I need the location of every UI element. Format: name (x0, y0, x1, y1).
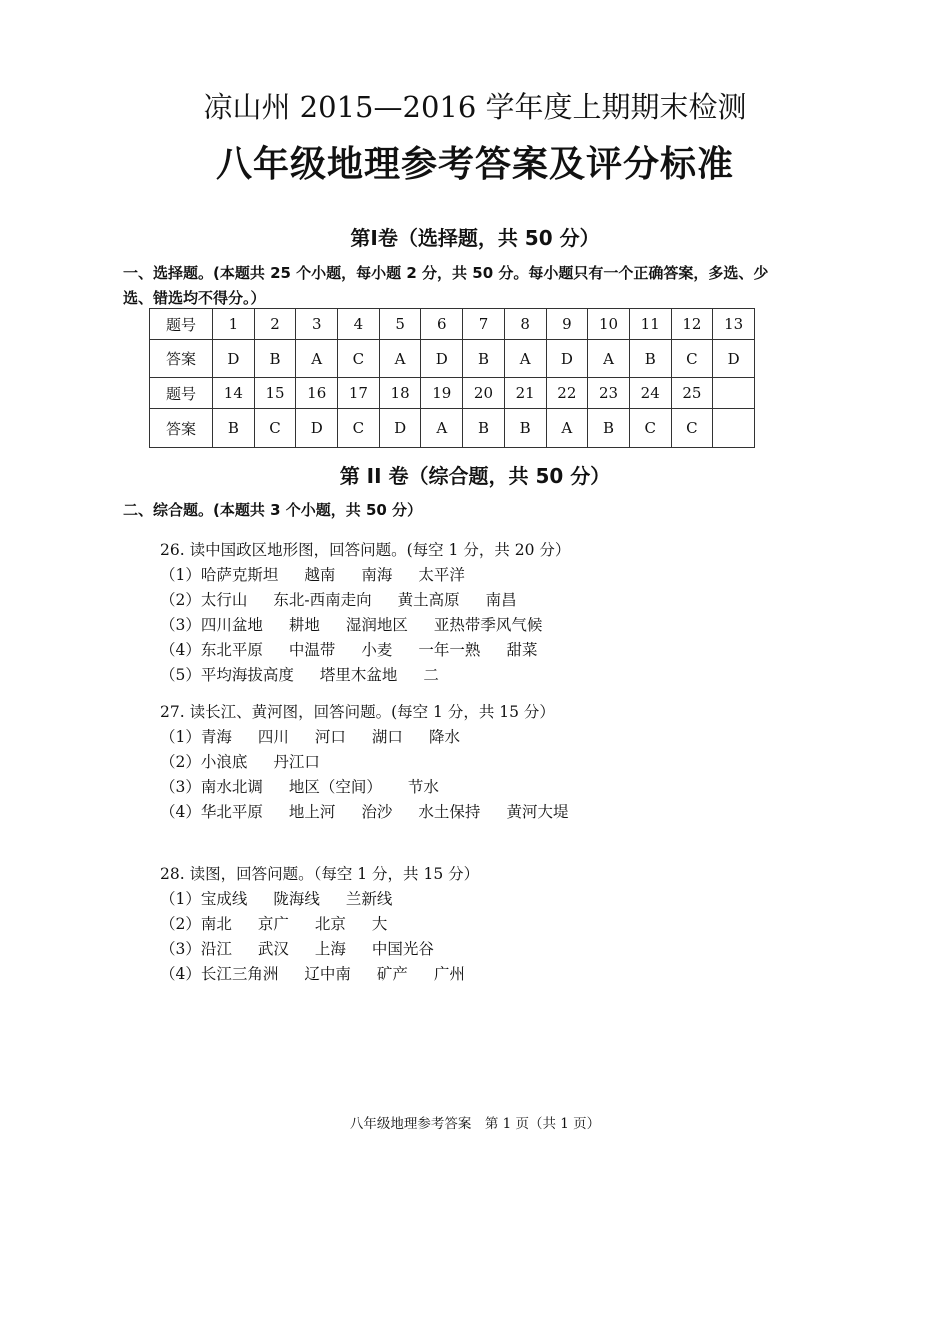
question-title: 26. 读中国政区地形图，回答问题。(每空 1 分，共 20 分） (160, 541, 571, 559)
table-cell: D (213, 340, 255, 378)
table-cell: D (421, 340, 463, 378)
table-cell: C (338, 340, 380, 378)
answer-item: 黄河大堤 (506, 803, 569, 821)
answer-item: 南水北调 (200, 778, 263, 796)
table-cell: 9 (546, 309, 588, 340)
answer-item: 一年一熟 (418, 641, 481, 659)
table-cell: 11 (629, 309, 671, 340)
answer-line-number: （1） (160, 566, 201, 584)
table-cell: D (296, 409, 338, 448)
answer-line (160, 725, 486, 747)
document-title-line1: 凉山州 2015—2016 学年度上期期末检测 (203, 90, 747, 124)
answer-item: 太平洋 (418, 566, 465, 584)
question-title: 28. 读图，回答问题。（每空 1 分，共 15 分） (160, 865, 480, 883)
table-cell: 20 (463, 378, 505, 409)
answer-line (160, 638, 563, 660)
table-cell: 1 (213, 309, 255, 340)
answer-item: 长江三角洲 (200, 965, 279, 983)
answer-line-number: （4） (160, 965, 201, 983)
row-label-answer: 答案 (150, 409, 213, 448)
answer-item: 塔里木盆地 (319, 666, 398, 684)
table-cell: 7 (463, 309, 505, 340)
table-cell: 21 (504, 378, 546, 409)
answer-item: 北京 (314, 915, 346, 933)
answer-item: 亚热带季风气候 (433, 616, 543, 634)
table-cell: B (463, 340, 505, 378)
answer-item: 青海 (200, 728, 232, 746)
document-title-line2: 八年级地理参考答案及评分标准 (215, 144, 734, 185)
table-cell: B (588, 409, 630, 448)
table-cell: 22 (546, 378, 588, 409)
answer-item: 平均海拔高度 (200, 666, 294, 684)
answer-item: 治沙 (361, 803, 393, 821)
table-cell: 14 (213, 378, 255, 409)
table-cell: D (713, 340, 755, 378)
table-cell: B (629, 340, 671, 378)
table-cell: A (504, 340, 546, 378)
answer-item: 华北平原 (200, 803, 263, 821)
table-cell: A (546, 409, 588, 448)
answer-line-number: （1） (160, 890, 201, 908)
table-cell: 15 (254, 378, 296, 409)
answer-item: 节水 (407, 778, 439, 796)
answer-item: 南海 (361, 566, 393, 584)
row-label-question: 题号 (150, 378, 213, 409)
table-cell: 3 (296, 309, 338, 340)
row-label-question: 题号 (150, 309, 213, 340)
answer-line (160, 800, 594, 822)
answer-line (160, 912, 413, 934)
answer-item: 小浪底 (200, 753, 248, 771)
table-cell: D (379, 409, 421, 448)
answer-line-number: （3） (160, 940, 201, 958)
part1-instruction-line2: 选、错选均不得分。） (123, 289, 266, 307)
question-title: 27. 读长江、黄河图，回答问题。(每空 1 分，共 15 分） (160, 703, 555, 721)
row-label-answer: 答案 (150, 340, 213, 378)
table-cell: C (254, 409, 296, 448)
answer-line-number: （3） (160, 616, 201, 634)
answer-item: 辽中南 (304, 965, 351, 983)
part2-heading: 第 II 卷（综合题，共 50 分） (339, 464, 611, 488)
answer-item: 四川 (257, 728, 289, 746)
answer-item: 大 (371, 915, 388, 933)
answer-line-number: （5） (160, 666, 201, 684)
answer-item: 降水 (428, 728, 460, 746)
answer-item: 东北平原 (200, 641, 263, 659)
answer-line (160, 613, 568, 635)
answer-item: 上海 (314, 940, 346, 958)
table-cell: A (588, 340, 630, 378)
table-cell: 8 (504, 309, 546, 340)
table-row-questions-2 (150, 378, 755, 409)
table-cell: 23 (588, 378, 630, 409)
table-cell: 10 (588, 309, 630, 340)
table-cell: A (296, 340, 338, 378)
answer-line-number: （4） (160, 803, 201, 821)
answer-item: 地上河 (288, 803, 336, 821)
table-cell: D (546, 340, 588, 378)
table-cell: 6 (421, 309, 463, 340)
answer-item: 南昌 (485, 591, 517, 609)
table-cell: 19 (421, 378, 463, 409)
table-cell: B (504, 409, 546, 448)
answer-line (160, 775, 465, 797)
table-cell (713, 409, 755, 448)
table-cell: C (338, 409, 380, 448)
answer-item: 地区（空间） (288, 778, 382, 796)
part2-instruction: 二、综合题。(本题共 3 个小题，共 50 分） (123, 501, 423, 519)
answer-line (160, 750, 346, 772)
table-cell: A (421, 409, 463, 448)
table-row-answers-2 (150, 409, 755, 448)
table-cell: C (629, 409, 671, 448)
answer-item: 兰新线 (345, 890, 393, 908)
answer-line-number: （2） (160, 915, 201, 933)
answer-table (149, 308, 755, 448)
answer-item: 沿江 (200, 940, 232, 958)
table-cell: 13 (713, 309, 755, 340)
table-cell: 24 (629, 378, 671, 409)
part1-heading: 第Ⅰ卷（选择题，共 50 分） (350, 226, 600, 250)
answer-item: 矿产 (376, 965, 408, 983)
table-cell: 18 (379, 378, 421, 409)
answer-item: 湖口 (371, 728, 403, 746)
table-cell: B (463, 409, 505, 448)
table-cell: 16 (296, 378, 338, 409)
table-cell: A (379, 340, 421, 378)
answer-item: 水土保持 (418, 803, 481, 821)
answer-item: 四川盆地 (200, 616, 263, 634)
answer-item: 河口 (314, 728, 346, 746)
answer-line-number: （1） (160, 728, 201, 746)
table-cell: B (254, 340, 296, 378)
answer-item: 中温带 (288, 641, 336, 659)
table-cell (713, 378, 755, 409)
answer-line-number: （2） (160, 753, 201, 771)
table-cell: 12 (671, 309, 713, 340)
answer-item: 南北 (200, 915, 232, 933)
answer-line (160, 887, 418, 909)
answer-item: 小麦 (361, 641, 393, 659)
answer-item: 东北-西南走向 (273, 591, 372, 609)
answer-line (160, 588, 543, 610)
table-cell: 5 (379, 309, 421, 340)
answer-item: 丹江口 (273, 753, 320, 771)
answer-item: 宝成线 (200, 890, 248, 908)
answer-line (160, 962, 491, 984)
table-cell: C (671, 340, 713, 378)
answer-item: 太行山 (200, 591, 248, 609)
answer-item: 陇海线 (273, 890, 320, 908)
page-footer: 八年级地理参考答案 第 1 页（共 1 页） (349, 1116, 601, 1132)
answer-item: 中国光谷 (371, 940, 434, 958)
part1-instruction-line1: 一、选择题。(本题共 25 个小题，每小题 2 分，共 50 分。每小题只有一个正确答案，多选、少 (123, 264, 769, 282)
answer-item: 广州 (433, 965, 465, 983)
answer-line-number: （3） (160, 778, 201, 796)
answer-item: 甜菜 (506, 641, 538, 659)
table-cell: 4 (338, 309, 380, 340)
answer-line (160, 937, 460, 959)
table-cell: B (213, 409, 255, 448)
answer-item: 京广 (257, 915, 289, 933)
answer-line-number: （2） (160, 591, 201, 609)
answer-line (160, 663, 465, 685)
table-cell: 25 (671, 378, 713, 409)
answer-item: 湿润地区 (345, 616, 408, 634)
answer-item: 二 (423, 666, 439, 684)
answer-item: 耕地 (288, 616, 320, 634)
answer-line (160, 563, 491, 585)
answer-line-number: （4） (160, 641, 201, 659)
answer-item: 哈萨克斯坦 (200, 566, 279, 584)
table-row-questions-1 (150, 309, 755, 340)
table-cell: C (671, 409, 713, 448)
answer-item: 武汉 (257, 940, 289, 958)
table-cell: 2 (254, 309, 296, 340)
answer-item: 黄土高原 (397, 591, 460, 609)
table-cell: 17 (338, 378, 380, 409)
answer-item: 越南 (304, 566, 336, 584)
table-row-answers-1 (150, 340, 755, 378)
